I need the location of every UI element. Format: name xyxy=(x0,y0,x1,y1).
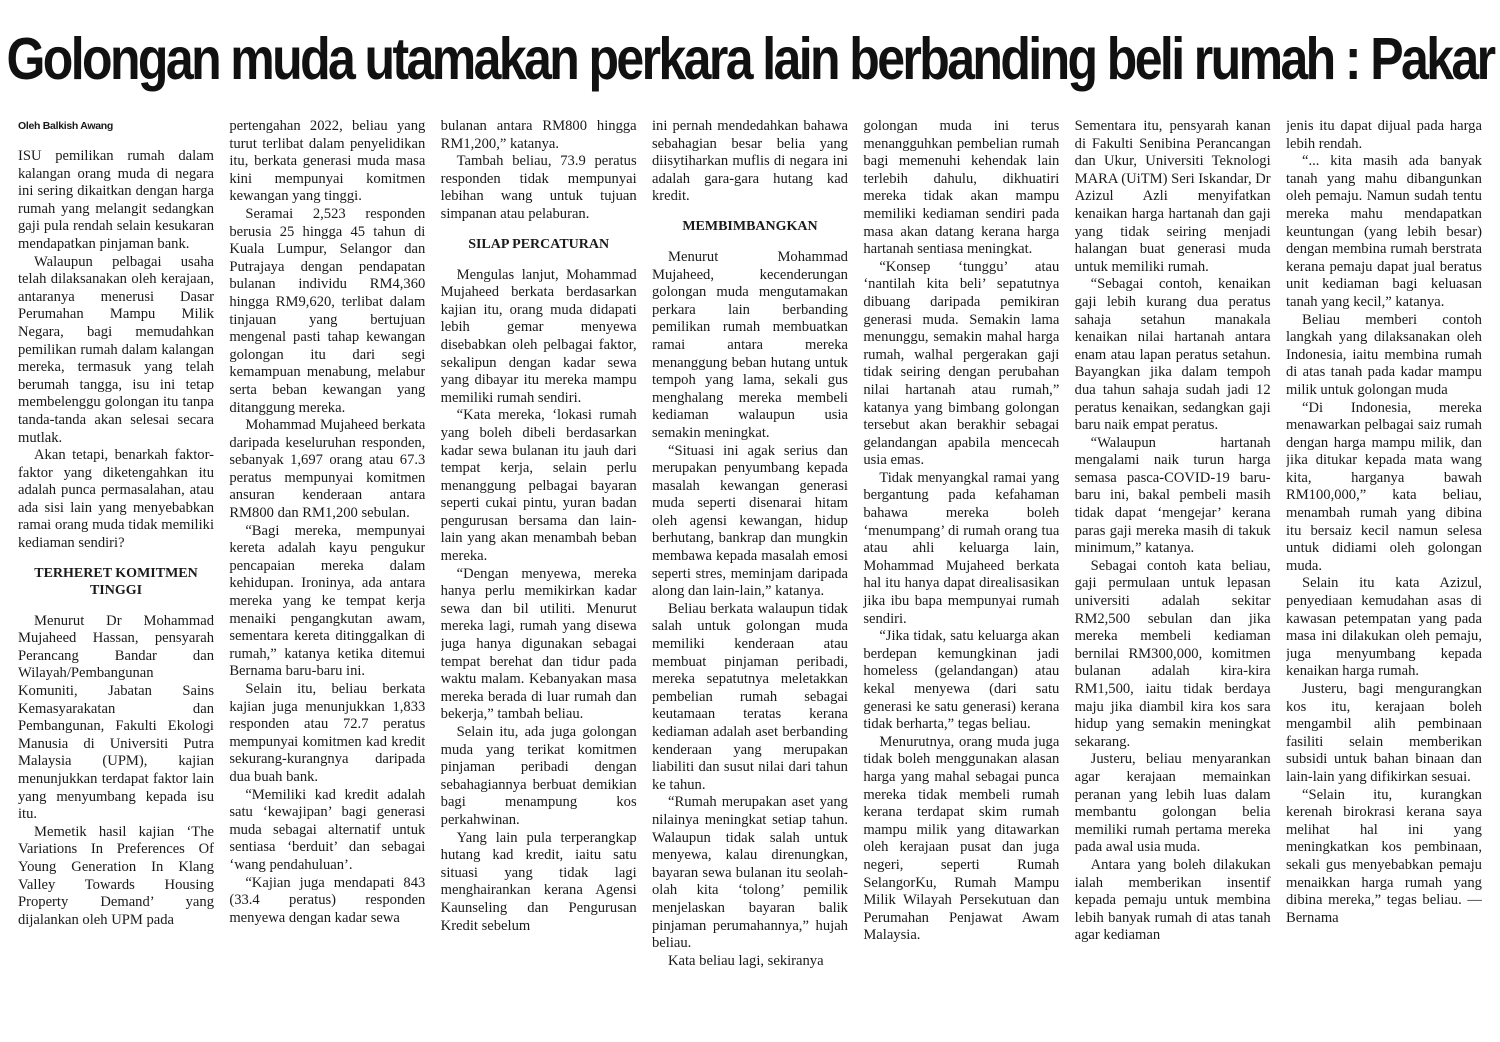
article-column xyxy=(1286,118,1482,1028)
article-paragraph: Selain itu, beliau berkata kajian juga menunjukkan 1,833 responden atau 72.7 peratus mempunyai komitmen kad kredit sekurang-kurangnya daripada dua buah bank. xyxy=(229,681,426,785)
article-column xyxy=(18,118,214,1028)
section-subheading: MEMBIMBANGKAN xyxy=(682,218,818,234)
article-paragraph: “Walaupun hartanah mengalami naik turun harga semasa pasca-COVID-19 baru-baru ini, bakal pembeli masih tidak dapat ‘mengejar’ kerana paras gaji mereka masih di takuk minimum,” katanya. xyxy=(1074,434,1271,557)
article-column xyxy=(652,118,848,1028)
section-subheading: TERHERET KOMITMEN TINGGI xyxy=(34,565,198,598)
article-paragraph: “Situasi ini agak serius dan merupakan penyumbang kepada masalah kewangan generasi muda seperti disenarai hitam oleh agensi kewangan, hidup berhutang, bankrap dan mungkin membawa kepada masalah emosi seperti stres, meminjam daripada along dan lain-lain,” katanya. xyxy=(651,442,848,600)
article-paragraph: Sementara itu, pensyarah kanan di Fakulti Senibina Perancangan dan Ukur, Universiti Teknologi MARA (UiTM) Seri Iskandar, Dr Azizul Azli menyifatkan kenaikan harga hartanah dan gaji yang tidak seiring menjadi halangan buat generasi muda untuk memiliki rumah. xyxy=(1074,118,1271,275)
article-column xyxy=(1075,118,1271,1028)
article-paragraph: Selain itu, ada juga golongan muda yang terikat komitmen pinjaman peribadi dengan sebahagiannya berbuat demikian bagi menampung kos perkahwinan. xyxy=(440,724,637,828)
article-columns xyxy=(18,118,1482,1028)
article-paragraph: Tidak menyangkal ramai yang bergantung pada kefahaman bahawa mereka boleh ‘menumpang’ di rumah orang tua atau ahli keluarga lain, Mohammad Mujaheed berkata hal itu hanya dapat direalisasikan jika ibu bapa mempunyai rumah sendiri. xyxy=(863,469,1060,627)
article-paragraph: Seramai 2,523 responden berusia 25 hingga 45 tahun di Kuala Lumpur, Selangor dan Putrajaya dengan pendapatan bulanan individu RM4,360 hingga RM9,620, terlibat dalam tinjauan yang bertujuan mengenal pasti tahap kewangan golongan itu dari segi kemampuan menabung, melabur serta beban kewangan yang ditanggung mereka. xyxy=(229,205,426,416)
article-paragraph: “Sebagai contoh, kenaikan gaji lebih kurang dua peratus sahaja setahun manakala kenaikan nilai hartanah antara enam atau lapan peratus setahun. Bayangkan jika dalam tempoh dua tahun sahaja sudah jadi 12 peratus kenaikan, sedangkan gaji baru naik empat peratus. xyxy=(1074,276,1271,434)
article-paragraph: pertengahan 2022, beliau yang turut terlibat dalam penyelidikan itu, berkata generasi muda masa kini mempunyai komitmen kewangan yang tinggi. xyxy=(229,118,426,205)
article-paragraph: Akan tetapi, benarkah faktor-faktor yang diketengahkan itu adalah punca permasalahan, atau ada sisi lain yang menyebabkan ramai orang muda tidak memiliki kediaman sendiri? xyxy=(18,447,214,552)
article-paragraph: “Konsep ‘tunggu’ atau ‘nantilah kita beli’ sepatutnya dibuang daripada pemikiran generasi muda. Semakin lama menunggu, semakin mahal harga rumah, walhal pergerakan gaji tidak seiring dengan perubahan nilai hartanah atau rumah,” katanya yang bimbang golongan tersebut akan berakhir sebagai gelandangan apabila mencecah usia emas. xyxy=(863,258,1060,469)
article-paragraph: “Di Indonesia, mereka menawarkan pelbagai saiz rumah dengan harga mampu milik, dan jika ditukar kepada mata wang kita, harganya bawah RM100,000,” kata beliau, menambah rumah yang dibina itu bersaiz kecil namun selesa untuk didiami oleh golongan muda. xyxy=(1285,399,1482,574)
article-paragraph: Mohammad Mujaheed berkata daripada keseluruhan responden, sebanyak 1,697 orang atau 67.3 peratus mempunyai komitmen ansuran kenderaan antara RM800 dan RM1,200 sebulan. xyxy=(229,417,426,522)
article-paragraph: “Selain itu, kurangkan kerenah birokrasi kerana saya melihat hal ini yang meningkatkan kos pembinaan, sekali gus menyebabkan pemaju menaikkan harga rumah yang dibina mereka,” tegas beliau. — Bernama xyxy=(1285,786,1482,926)
article-paragraph: ISU pemilikan rumah dalam kalangan orang muda di negara ini sering dikaitkan dengan harga rumah yang melangit sedangkan gaji pula rendah selain kesukaran mendapatkan pinjaman bank. xyxy=(18,148,214,252)
article-paragraph: bulanan antara RM800 hingga RM1,200,” katanya. xyxy=(440,118,637,152)
article-paragraph: Walaupun pelbagai usaha telah dilaksanakan oleh kerajaan, antaranya menerusi Dasar Perumahan Mampu Milik Negara, bagi memudahkan pemilikan rumah dalam kalangan mereka, termasuk yang telah berumah tangga, isu ini tetap membelenggu golongan itu tanpa tanda-tanda akan selesai secara mutlak. xyxy=(18,253,214,446)
article-paragraph: “... kita masih ada banyak tanah yang mahu dibangunkan oleh pemaju. Namun sudah tentu mereka mahu mendapatkan keuntungan (yang lebih besar) dengan membina rumah berstrata kerana pemaju dapat jual beratus unit kediaman bagi keluasan tanah yang kecil,” katanya. xyxy=(1285,153,1482,310)
article-paragraph: Yang lain pula terperangkap hutang kad kredit, iaitu satu situasi yang tidak lagi menghairankan kerana Agensi Kaunseling dan Pengurusan Kredit sebelum xyxy=(440,829,637,934)
article-paragraph: Menurut Mohammad Mujaheed, kecenderungan golongan muda mengutamakan perkara lain berbanding pemilikan rumah membuatkan ramai antara mereka menanggung beban hutang untuk tempoh yang lama, sekali gus menghalang mereka membeli kediaman walaupun usia semakin meningkat. xyxy=(651,248,848,441)
article-column xyxy=(863,118,1059,1028)
article-paragraph: jenis itu dapat dijual pada harga lebih rendah. xyxy=(1285,118,1482,152)
article-paragraph: Mengulas lanjut, Mohammad Mujaheed berkata berdasarkan kajian itu, orang muda didapati lebih gemar menyewa disebabkan oleh pelbagai faktor, sekalipun dengan kadar sewa yang dibayar itu mereka mampu memiliki rumah sendiri. xyxy=(440,266,637,406)
article-column xyxy=(441,118,637,1028)
article-paragraph: Justeru, bagi mengurangkan kos itu, kerajaan boleh mengambil alih pembinaan fasiliti selain memberikan subsidi untuk bahan binaan dan lain-lain yang difikirkan sesuai. xyxy=(1285,681,1482,785)
article-paragraph: Menurut Dr Mohammad Mujaheed Hassan, pensyarah Perancang Bandar dan Wilayah/Pembangunan Komuniti, Jabatan Sains Kemasyarakatan dan Pembangunan, Fakulti Ekologi Manusia di Universiti Putra Malaysia (UPM), kajian menunjukkan terdapat faktor lain yang menyumbang kepada isu itu. xyxy=(18,612,214,823)
article-paragraph: ini pernah mendedahkan bahawa sebahagian besar belia yang diisytiharkan muflis di negara ini adalah gara-gara hutang kad kredit. xyxy=(651,118,848,205)
article-paragraph: “Memiliki kad kredit adalah satu ‘kewajipan’ bagi generasi muda sebagai alternatif untuk sentiasa ‘berduit’ dan sebagai ‘wang pendahuluan’. xyxy=(229,786,426,873)
article-paragraph: Antara yang boleh dilakukan ialah memberikan insentif kepada pemaju untuk membina lebih banyak rumah di atas tanah agar kediaman xyxy=(1074,856,1271,944)
article-paragraph: “Kajian juga mendapati 843 (33.4 peratus) responden menyewa dengan kadar sewa xyxy=(229,874,426,926)
article-paragraph: “Rumah merupakan aset yang nilainya meningkat setiap tahun. Walaupun tidak salah untuk menyewa, kalau direnungkan, bayaran sewa bulanan itu seolah-olah kita ‘tolong’ pemilik menjelaskan bayaran balik pinjaman perumahannya,” hujah beliau. xyxy=(651,794,848,952)
article-paragraph: Sebagai contoh kata beliau, gaji permulaan untuk lepasan universiti adalah sekitar RM2,500 sebulan dan jika mereka membeli kediaman bernilai RM300,000, komitmen bulanan adalah kira-kira RM1,500, iaitu tidak berdaya maju jika diambil kira kos sara hidup yang semakin meningkat sekarang. xyxy=(1074,557,1271,750)
article-paragraph: Justeru, beliau menyarankan agar kerajaan memainkan peranan yang lebih luas dalam membantu golongan belia memiliki rumah pertama mereka pada awal usia muda. xyxy=(1074,751,1271,856)
article-paragraph: Beliau berkata walaupun tidak salah untuk golongan muda memiliki kenderaan atau membuat pinjaman peribadi, mereka sepatutnya meletakkan pembelian rumah sebagai keutamaan teratas kerana kediaman adalah aset berbanding kenderaan yang merupakan liabiliti dan susut nilai dari tahun ke tahun. xyxy=(651,600,848,793)
section-subheading: SILAP PERCATURAN xyxy=(468,236,610,252)
article-paragraph: golongan muda ini terus menangguhkan pembelian rumah bagi memenuhi kehendak lain terlebih dahulu, dikhuatiri mereka tidak akan mampu memiliki kediaman sendiri pada masa akan datang kerana harga hartanah sentiasa meningkat. xyxy=(863,118,1060,258)
article-paragraph: Menurutnya, orang muda juga tidak boleh menggunakan alasan harga yang mahal sebagai punca mereka tidak membeli rumah kerana terdapat skim rumah mampu milik yang ditawarkan oleh kerajaan pusat dan juga negeri, seperti Rumah SelangorKu, Rumah Mampu Milik Wilayah Persekutuan dan Perumahan Penjawat Awam Malaysia. xyxy=(863,733,1060,944)
article-paragraph: “Dengan menyewa, mereka hanya perlu memikirkan kadar sewa dan bil utiliti. Menurut mereka lagi, rumah yang disewa juga hanya digunakan sebagai tempat berehat dan tidur pada waktu malam. Kebanyakan masa mereka berada di luar rumah dan bekerja,” tambah beliau. xyxy=(440,565,637,723)
article-paragraph: Beliau memberi contoh langkah yang dilaksanakan oleh Indonesia, iaitu membina rumah di atas tanah pada kadar mampu milik untuk golongan muda xyxy=(1285,311,1482,398)
article-paragraph: “Bagi mereka, mempunyai kereta adalah kayu pengukur pencapaian mereka dalam kehidupan. Ironinya, ada antara mereka yang ke tempat kerja menaiki pengangkutan awam, sementara kereta ditinggalkan di rumah,” katanya ketika ditemui Bernama baru-baru ini. xyxy=(229,522,426,680)
article-paragraph: “Jika tidak, satu keluarga akan berdepan kemungkinan jadi homeless (gelandangan) atau kekal menyewa (dari satu generasi ke satu generasi) kerana tidak berharta,” tegas beliau. xyxy=(863,628,1060,733)
article-paragraph: Selain itu kata Azizul, penyediaan kemudahan asas di kawasan petempatan yang pada masa ini dilakukan oleh pemaju, juga menyumbang kepada kenaikan harga rumah. xyxy=(1285,575,1482,680)
article-column xyxy=(229,118,425,1028)
headline: Golongan muda utamakan perkara lain berbanding beli rumah : Pakar xyxy=(6,25,1494,93)
byline: Oleh Balkish Awang xyxy=(18,120,113,132)
article-paragraph: Memetik hasil kajian ‘The Variations In Preferences Of Young Generation In Klang Valley Towards Housing Property Demand’ yang dijalankan oleh UPM pada xyxy=(18,823,214,928)
article-paragraph: Kata beliau lagi, sekiranya xyxy=(667,952,824,969)
article-paragraph: “Kata mereka, ‘lokasi rumah yang boleh dibeli berdasarkan kadar sewa bulanan itu jauh dari tempat kerja, selain perlu menanggung pelbagai bayaran seperti cukai pintu, yuran badan pengurusan bersama dan lain-lain yang akan menambah beban mereka. xyxy=(440,407,637,565)
article-paragraph: Tambah beliau, 73.9 peratus responden tidak mempunyai lebihan wang untuk tujuan simpanan atau pelaburan. xyxy=(440,153,637,222)
